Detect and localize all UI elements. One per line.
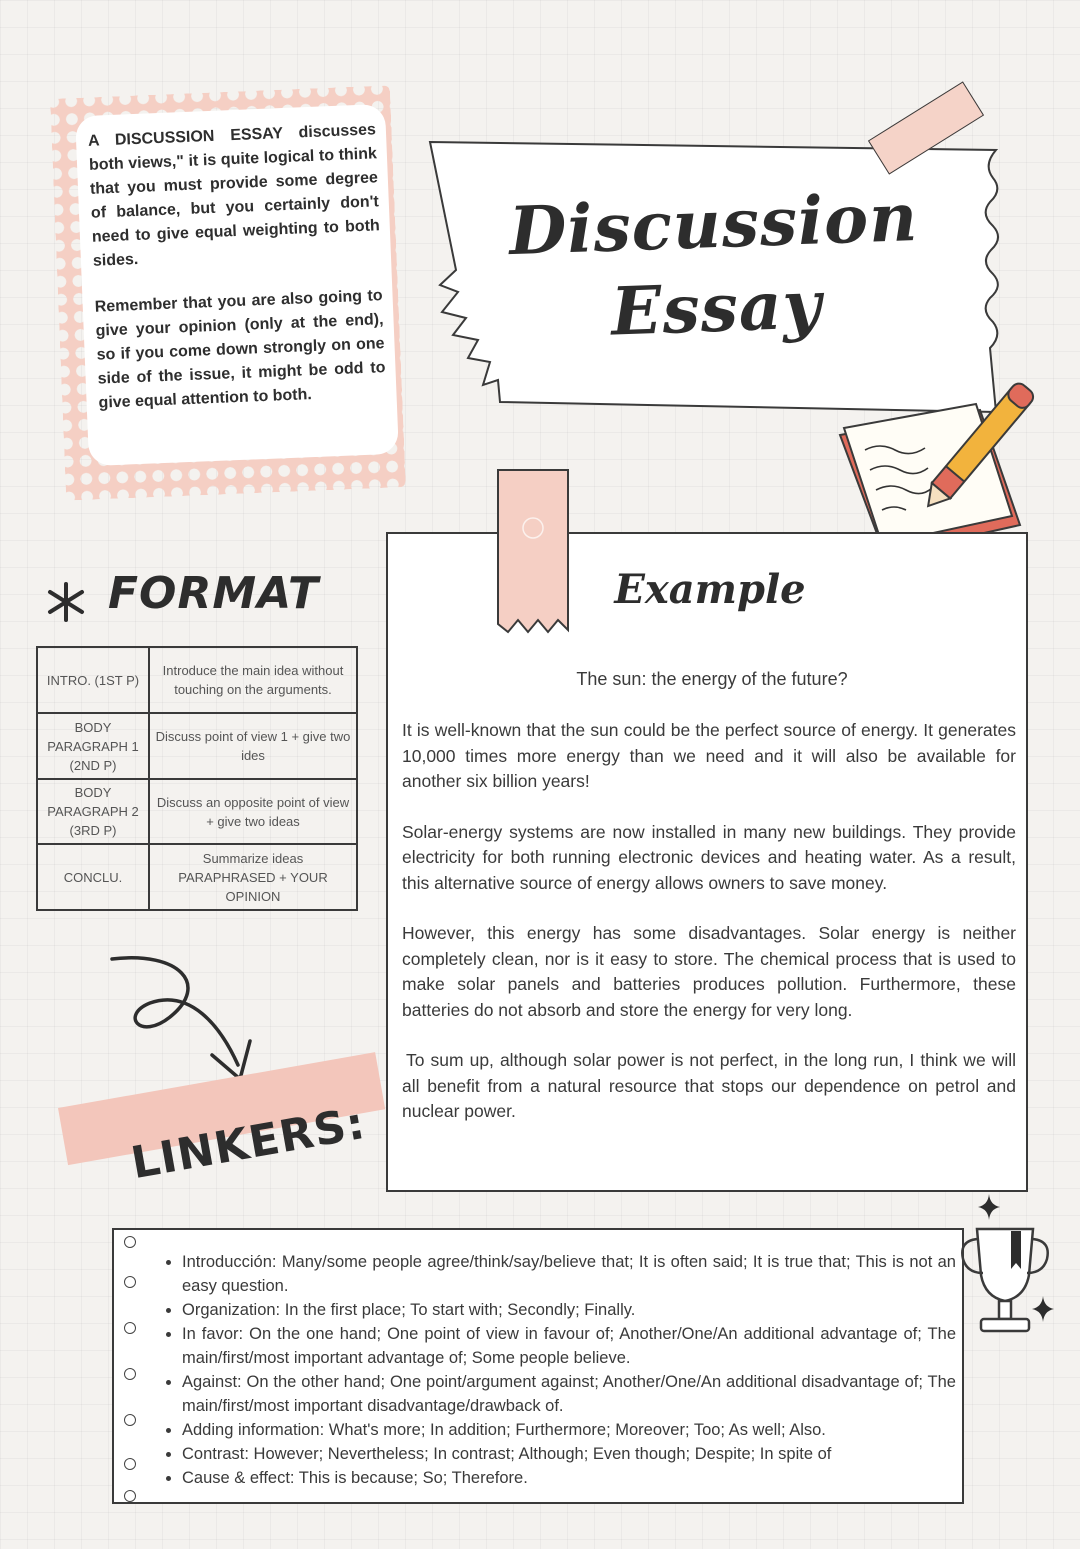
intro-paragraph-1: A DISCUSSION ESSAY discusses both views," it is quite logical to think that you must provide some degree of balance, but you certainly don't need to give equal weighting to both sides. <box>87 121 381 270</box>
intro-paragraph-2: Remember that you are also going to give your opinion (only at the end), so if you come down strongly on one side of the issue, it might be odd to give equal attention to both. <box>94 287 386 412</box>
example-paragraph: To sum up, although solar power is not perfect, in the long run, I think we will all benefit from a natural resource that stops our dependence on petrol and nuclear power. <box>402 1050 1016 1121</box>
binder-ring-icon <box>124 1414 136 1426</box>
linkers-list <box>160 1250 956 1490</box>
list-item: • Cause & effect: This is because; So; Therefore. <box>182 1466 956 1490</box>
binder-ring-icon <box>124 1276 136 1288</box>
asterisk-icon <box>44 580 88 624</box>
sparkle-icon <box>978 1194 1000 1220</box>
table-row <box>37 779 357 844</box>
linkers-heading: LINKERS: <box>127 1097 370 1190</box>
table-row <box>37 647 357 713</box>
table-row <box>37 844 357 910</box>
format-section-cell: BODY PARAGRAPH 2 (3RD P) <box>37 779 149 844</box>
example-paragraph: Solar-energy systems are now installed in many new buildings. They provide electricity for both running electronic devices and heating water. As a result, this alternative source of energy allows owners to save money. <box>402 821 1016 893</box>
example-heading: Example <box>614 566 806 613</box>
format-section-cell: BODY PARAGRAPH 1 (2ND P) <box>37 713 149 779</box>
binder-ring-icon <box>124 1368 136 1380</box>
format-section-cell: CONCLU. <box>37 844 149 910</box>
washi-tape-icon <box>496 468 570 640</box>
page-title <box>467 174 963 359</box>
format-heading: FORMAT <box>108 568 319 619</box>
binder-ring-icon <box>124 1458 136 1470</box>
format-description-cell: Introduce the main idea without touching on the arguments. <box>149 647 357 713</box>
curly-arrow-icon <box>100 945 270 1095</box>
example-paragraph: It is well-known that the sun could be the perfect source of energy. It generates 10,000 times more energy than we need and it will also be available for another six billion years! <box>402 720 1016 791</box>
list-item: • Contrast: However; Nevertheless; In contrast; Although; Even though; Despite; In spite of <box>182 1442 956 1466</box>
page-title-line-1: Discussion <box>507 177 920 271</box>
page-title-line-2: Essay <box>609 265 824 351</box>
list-item: • Organization: In the first place; To start with; Secondly; Finally. <box>182 1298 956 1322</box>
table-row <box>37 713 357 779</box>
example-body <box>402 718 1016 1150</box>
binder-ring-icon <box>124 1490 136 1502</box>
format-description-cell: Summarize ideas PARAPHRASED + YOUR OPINION <box>149 844 357 910</box>
format-description-cell: Discuss an opposite point of view + give two ideas <box>149 779 357 844</box>
binder-ring-icon <box>124 1322 136 1334</box>
sparkle-icon <box>1032 1296 1054 1322</box>
intro-card <box>75 104 399 466</box>
trophy-icon <box>955 1215 1065 1345</box>
example-paragraph: However, this energy has some disadvantages. Solar energy is neither completely clean, nor is it easy to store. The chemical process that is used to make solar panels and batteries produces pollution. Furthermore, these batteries do not absorb and store the energy for very long. <box>402 923 1016 1020</box>
binder-ring-icon <box>124 1236 136 1248</box>
format-table <box>36 646 358 911</box>
list-item: • In favor: On the one hand; One point of view in favour of; Another/One/An additional advantage of; The main/first/most important advantage of; Some people believe. <box>182 1322 956 1370</box>
format-section-cell: INTRO. (1ST P) <box>37 647 149 713</box>
list-item: • Against: On the other hand; One point/argument against; Another/One/An additional disadvantage of; The main/first/most important disadvantage/drawback of. <box>182 1370 956 1418</box>
list-item: • Adding information: What's more; In addition; Furthermore; Moreover; Too; As well; Also. <box>182 1418 956 1442</box>
list-item: • Introducción: Many/some people agree/think/say/believe that; It is often said; It is true that; This is not an easy question. <box>182 1250 956 1298</box>
example-subtitle: The sun: the energy of the future? <box>576 669 848 689</box>
format-description-cell: Discuss point of view 1 + give two ides <box>149 713 357 779</box>
